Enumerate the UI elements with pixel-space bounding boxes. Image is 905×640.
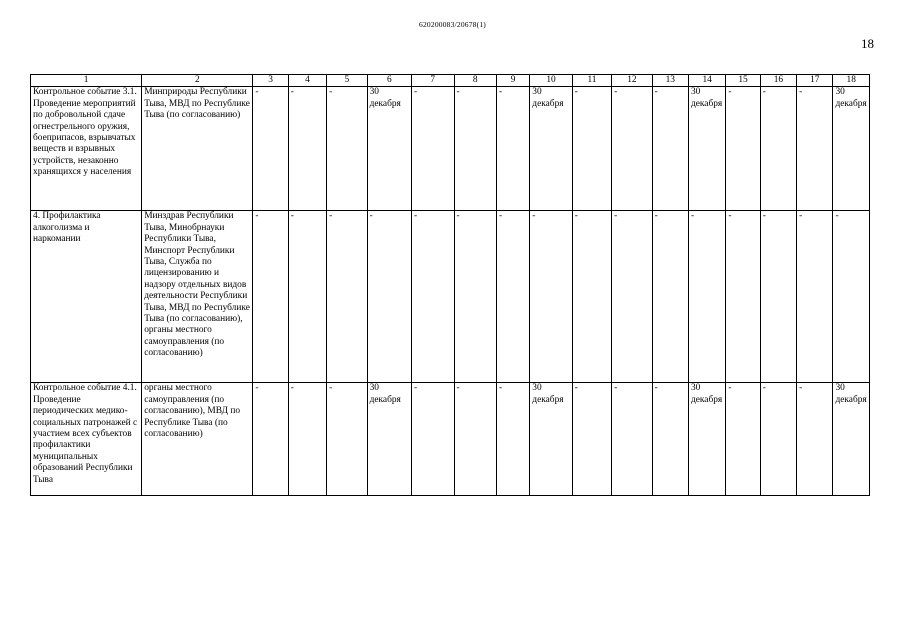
col-header: 11: [572, 75, 611, 87]
period-cell: -: [797, 87, 833, 211]
col-header: 9: [496, 75, 529, 87]
period-cell: -: [454, 87, 496, 211]
period-cell: -: [253, 383, 288, 496]
page-number: 18: [861, 36, 874, 51]
period-cell: -: [760, 211, 796, 383]
col-header: 6: [367, 75, 411, 87]
period-cell: -: [288, 211, 326, 383]
table-row: [31, 211, 870, 383]
period-cell: -: [652, 211, 688, 383]
col-header: 7: [412, 75, 454, 87]
period-cell: -: [572, 87, 611, 211]
period-cell: -: [760, 383, 796, 496]
col-header: 8: [454, 75, 496, 87]
period-cell: -: [327, 211, 367, 383]
period-cell: 30 декабря: [367, 383, 411, 496]
period-cell: -: [833, 211, 870, 383]
col-header: 17: [797, 75, 833, 87]
period-cell: -: [797, 211, 833, 383]
col-header: 10: [530, 75, 572, 87]
period-cell: -: [726, 211, 760, 383]
period-cell: -: [726, 383, 760, 496]
period-cell: -: [652, 87, 688, 211]
col-header: 14: [688, 75, 725, 87]
period-cell: -: [572, 383, 611, 496]
document-id: 620200083/20678(1): [419, 20, 486, 29]
period-cell: -: [454, 383, 496, 496]
period-cell: -: [288, 383, 326, 496]
period-cell: 30 декабря: [367, 87, 411, 211]
period-cell: 30 декабря: [688, 87, 725, 211]
table-row: [31, 87, 870, 211]
period-cell: -: [327, 87, 367, 211]
period-cell: 30 декабря: [833, 383, 870, 496]
responsible-cell: Минприроды Республики Тыва, МВД по Республике Тыва (по согласованию): [142, 87, 253, 211]
period-cell: -: [496, 87, 529, 211]
period-cell: -: [367, 211, 411, 383]
period-cell: 30 декабря: [833, 87, 870, 211]
col-header: 15: [726, 75, 760, 87]
period-cell: -: [412, 211, 454, 383]
period-cell: -: [496, 211, 529, 383]
period-cell: -: [652, 383, 688, 496]
col-header: 5: [327, 75, 367, 87]
period-cell: -: [612, 211, 652, 383]
col-header: 18: [833, 75, 870, 87]
period-cell: -: [612, 87, 652, 211]
event-cell: 4. Профилактика алкоголизма и наркомании: [31, 211, 142, 383]
responsible-cell: Минздрав Республики Тыва, Минобрнауки Республики Тыва, Минспорт Республики Тыва, Служба по лицензированию и надзору отдельных видов деятельности Республики Тыва, МВД по Республике Тыва (по согласованию), органы местного самоуправления (по согласованию): [142, 211, 253, 383]
period-cell: 30 декабря: [688, 383, 725, 496]
period-cell: -: [688, 211, 725, 383]
col-header: 12: [612, 75, 652, 87]
period-cell: -: [412, 87, 454, 211]
period-cell: -: [726, 87, 760, 211]
col-header: 13: [652, 75, 688, 87]
period-cell: -: [454, 211, 496, 383]
period-cell: -: [288, 87, 326, 211]
period-cell: -: [253, 211, 288, 383]
col-header: 16: [760, 75, 796, 87]
period-cell: -: [760, 87, 796, 211]
responsible-cell: органы местного самоуправления (по согласованию), МВД по Республике Тыва (по согласованию): [142, 383, 253, 496]
col-header: 4: [288, 75, 326, 87]
header-row: [31, 75, 870, 87]
col-header: 2: [142, 75, 253, 87]
period-cell: 30 декабря: [530, 87, 572, 211]
period-cell: 30 декабря: [530, 383, 572, 496]
period-cell: -: [530, 211, 572, 383]
period-cell: -: [797, 383, 833, 496]
period-cell: -: [412, 383, 454, 496]
event-cell: Контрольное событие 3.1. Проведение мероприятий по добровольной сдаче огнестрельного оружия, боеприпасов, взрывчатых веществ и взрывных устройств, незаконно хранящихся у населения: [31, 87, 142, 211]
col-header: 1: [31, 75, 142, 87]
col-header: 3: [253, 75, 288, 87]
event-cell: Контрольное событие 4.1. Проведение периодических медико-социальных патронажей с участием всех субъектов профилактики муниципальных образований Республики Тыва: [31, 383, 142, 496]
period-cell: -: [253, 87, 288, 211]
table-row: [31, 383, 870, 496]
period-cell: -: [327, 383, 367, 496]
period-cell: -: [496, 383, 529, 496]
period-cell: -: [572, 211, 611, 383]
period-cell: -: [612, 383, 652, 496]
schedule-table: [30, 74, 870, 496]
